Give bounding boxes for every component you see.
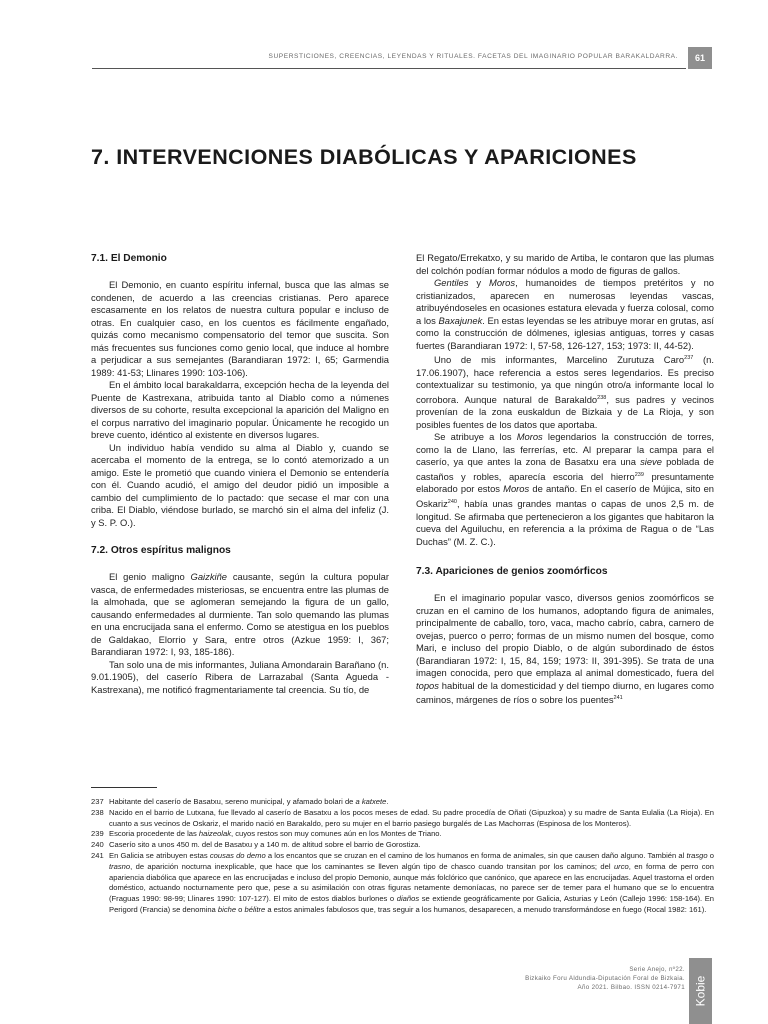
footnote: 239 Escoria procedente de las haizeolak, cuyos restos son muy comunes aún en los Montes de Triano.	[91, 829, 442, 839]
right-column	[416, 252, 714, 707]
footnote: 241 En Galicia se atribuyen estas cousas do demo a los encantos que se cruzan en el camino de los humanos en forma de animales, sin que causen daño alguno. También al trasgo o trasno, de aparición nocturna inexplicable, que hace que los caminantes se lleven algún tipo de chasco cuando transitan por los caminos; del urco, en forma de perro con apariencia diabólica que aparece en las encrucijadas e incluso del propio Demonio, aunque más folclórico que canónico, que aparece en las encrucijadas. Aquel trastorna el orden doméstico, actuando nocturnamente pero que, pese a su asimilación con otras figuras netamente demoníacas, no parece ser de temer para el humano que se lo encuentra (Fraguas 1990: 98-99; Llinares 1990: 107-127). El mito de estos diablos burlones o diaños se extiende geográficamente por Galicia, Asturias y León (Callejo 1996: 158-164). En Perigord (Francia) se denomina biche o bélitre a estos animales fabulosos que, tras seguir a los humanos, desaparecen, a menudo transformándose en fuego (Rocal 1982: 161).	[91, 850, 715, 914]
journal-citation	[480, 965, 685, 993]
footnote-ref: 241	[613, 695, 623, 701]
paragraph: El genio maligno Gaizkiñe causante, según la cultura popular vasca, de enfermedades misteriosas, se encuentra entre las plumas de la almohada, que se aglomeran semejando la figura de un gallo, causando enfermedades al durmiente. Tan solo quemando las plumas en una encrucijada sana el enfermo. Como se atestigua en los pueblos de Galdakao, Elorrio y Sara, entre otros (Azkue 1959: I, 367; Barandiaran 1972: I, 93, 185-186).	[91, 571, 389, 657]
paragraph: El Demonio, en cuanto espíritu infernal, busca que las almas se condenen, de acuerdo a las creencias cristianas. Pero aparece escasamente en los relatos de nuestra cultura popular e incluso de otras. En cualquier caso, en los cuentos es fácilmente engañado, quizás como mecanismo compensatorio del temor que suscita. Son más frecuentes sus funciones como genio local, que induce al hombre a perjudicar a sus semejantes (Barandiaran 1972: I, 65; Garmendia 1989: 41-53; Llinares 1990: 103-106).	[91, 279, 389, 378]
footnote-ref: 237	[684, 355, 694, 361]
footnote: 238 Nacido en el barrio de Lutxana, fue llevado al caserío de Basatxu a los pocos meses de edad. Su padre procedía de Oñati (Gipuzkoa) y su madre de Santa Eulalia (La Rioja). En cuanto a sus vecinos de Oskariz, el marido nació en Barakaldo, pero su mujer en el barrio pasiego burgalés de Las Machorras (Espinosa de los Monteros).	[91, 807, 714, 828]
footnote: 240 Caserío sito a unos 450 m. del de Basatxu y a 140 m. de altitud sobre el barrio de Gorostiza.	[91, 840, 421, 850]
paragraph: En el ámbito local barakaldarra, excepción hecha de la leyenda del Puente de Kastrexana, atribuida tanto al Diablo como a númenes diversos de su cohorte, resulta excepcional la aparición del Maligno en el corpus narrativo del imaginario popular. Únicamente he recogido un breve cuento, idéntico al existente en diversos lugares.	[91, 379, 389, 440]
section-heading-malignos: 7.2. Otros espíritus malignos	[91, 545, 231, 556]
paragraph: Uno de mis informantes, Marcelino Zurutuza Caro$^{237}$ (n. 17.06.1907), hace referencia a estos seres legendarios. Es preciso contextualizar su testimonio, ya que ningún otro/a informante local lo corrobora. Aunque natural de Barakaldo$^{238}$, sus padres y vecinos provenían de la zona euskaldun de Bizkaia y de La Rioja, y son posibles fuentes de los datos que aportaba.	[416, 354, 714, 430]
paragraph: En el imaginario popular vasco, diversos genios zoomórficos se cruzan en el camino de los humanos, adoptando figura de animales, principalmente de caballo, toro, vaca, macho cabrío, cabra, carnero de ovejas, puerco o perro; formas de un mismo numen del bosque, como Mari, e incluso del propio Diablo, o de algún subordinado de éstos (Barandiaran 1972: I, 15, 84, 159; 1973: II, 391-395). Se trata de una imagen conocida, pero que emplaza al animal domesticado, fuera del topos habitual de la domesticidad y del tiempo diurno, en lugares como caminos, márgenes de ríos o sobre los puentes$^{241}$	[416, 592, 714, 706]
footnote-ref: 238	[597, 394, 607, 401]
paragraph: Un individuo había vendido su alma al Diablo y, cuando se acercaba el momento de la entrega, se lo contó atemorizado a un amigo. Este le prometió que cuando viniera el Demonio se entendería con él. Cuando acudió, el amigo del deudor pidió un imposible a cambio del cumplimiento de lo pactado: que secase el mar con una criba. El Diablo, viéndose burlado, se marchó sin el alma del infeliz (J. y S. P. O.).	[91, 441, 389, 528]
journal-year-issn: Año 2021. Bilbao. ISSN 0214-7971	[577, 984, 685, 992]
running-header	[92, 45, 686, 69]
footnotes	[91, 797, 714, 916]
paragraph: Tan solo una de mis informantes, Juliana Amondarain Barañano (n. 9.01.1905), del caserío Ribera de Larrazabal (Santa Agueda - Kastrexana), me notificó fragmentariamente tal creencia. Su tío, de	[91, 658, 389, 695]
section-heading-zoomorficos: 7.3. Apariciones de genios zoomórficos	[416, 566, 608, 577]
paragraph: Se atribuye a los Moros legendarios la construcción de torres, como la de Llano, las ferrerías, etc. Al preparar la campa para el caserío, ya que antes la zona de Basatxu era una sieve poblada de castaños y robles, aparecía escoria del hierro$^{239}$ presuntamente elaborado por estos Moros de antaño. En el caserío de Mújica, sito en Oskariz$^{240}$, había unas grandes mantas o capas de unos 2,5 m. de longitud. Se afirmaba que pertenecieron a los gigantes que habitaron la cueva del Aguiluchu, en referencia a la próxima de Ragua o de “Las Duchas” (M. Z. C.).	[416, 431, 715, 547]
section-heading-demonio: 7.1. El Demonio	[91, 253, 167, 264]
footnote-ref: 239	[634, 471, 644, 478]
chapter-title: 7. INTERVENCIONES DIABÓLICAS Y APARICIONES	[91, 145, 637, 169]
journal-name: Kobie	[693, 975, 708, 1007]
page-number: 61	[688, 47, 712, 69]
footnote-divider	[91, 787, 157, 788]
journal-tab	[689, 958, 712, 1024]
footnote: 237 Habitante del caserío de Basatxu, sereno municipal, y afamado bolari de a katxete.	[91, 797, 389, 806]
journal-series: Serie Anejo, nº22.	[629, 966, 685, 973]
footnote-ref: 240	[447, 498, 457, 505]
paragraph: Gentiles y Moros, humanoides de tiempos pretéritos y no cristianizados, aparecen en numerosas leyendas vascas, atribuyéndoseles en ocasiones estatura elevada y fuerza colosal, como a los Baxajunek. En estas leyendas se les atribuye morar en grutas, así como la construcción de dólmenes, iglesias antiguas, torres y casas fuertes (Barandiaran 1972: I, 57-58, 126-127, 153; 1973: II, 44-52).	[416, 277, 714, 351]
journal-publisher: Bizkaiko Foru Aldundia-Diputación Foral de Bizkaia.	[525, 975, 685, 983]
running-title: SUPERSTICIONES, CREENCIAS, LEYENDAS Y RITUALES. FACETAS DEL IMAGINARIO POPULAR BARAKALDARRA.	[268, 53, 678, 60]
left-column	[91, 252, 389, 696]
paragraph: El Regato/Errekatxo, y su marido de Artiba, le contaron que las plumas del colchón podían formar nódulos a modo de figuras de gallos.	[416, 252, 714, 276]
